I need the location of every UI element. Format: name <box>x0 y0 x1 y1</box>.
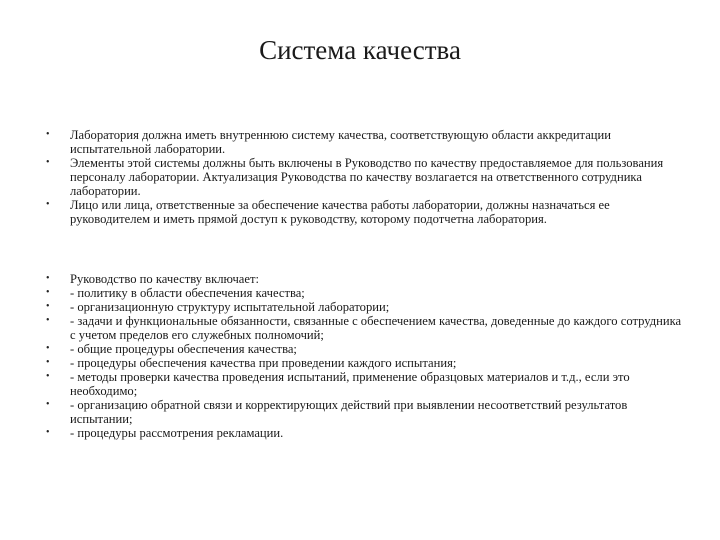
list-item <box>0 300 720 314</box>
list-item <box>0 272 720 286</box>
bullet-icon: • <box>46 427 50 438</box>
bullet-icon: • <box>46 273 50 284</box>
bullet-icon: • <box>46 371 50 382</box>
list-item <box>0 356 720 370</box>
list-item <box>0 342 720 356</box>
bullet-icon: • <box>46 399 50 410</box>
bullet-icon: • <box>46 301 50 312</box>
list-item-text: - политику в области обеспечения качества; <box>70 286 305 300</box>
bullet-icon: • <box>46 315 50 326</box>
list-item <box>0 314 720 342</box>
list-item-text: - методы проверки качества проведения испытаний, применение образцовых материалов и т.д., если это необходимо; <box>70 370 630 398</box>
list-item-text: Руководство по качеству включает: <box>70 272 259 286</box>
list-item-text: - процедуры обеспечения качества при проведении каждого испытания; <box>70 356 457 370</box>
list-item-text: - процедуры рассмотрения рекламации. <box>70 426 284 440</box>
slide-title: Система качества <box>259 35 461 65</box>
list-item-text: - задачи и функциональные обязанности, связанные с обеспечением качества, доведенные до каждого сотрудника с учетом пределов его служебных полномочий; <box>70 314 682 342</box>
list-item <box>0 370 720 398</box>
list-item-text: Лаборатория должна иметь внутреннюю систему качества, соответствующую области аккредитации испытательной лаборатории. <box>70 128 612 156</box>
list-item-text: - организацию обратной связи и корректирующих действий при выявлении несоответствий результатов испытании; <box>70 398 628 426</box>
list-item <box>0 398 720 426</box>
bullet-icon: • <box>46 357 50 368</box>
bullet-icon: • <box>46 287 50 298</box>
bullet-icon: • <box>46 343 50 354</box>
list-item-text: Элементы этой системы должны быть включены в Руководство по качеству предоставляемое для пользования персоналу лаборатории. Актуализация Руководства по качеству возлагается на ответственного сотрудника лаборатории. <box>70 156 664 198</box>
list-item <box>0 426 720 440</box>
bullet-list-manual-contents <box>0 272 720 440</box>
bullet-icon: • <box>46 157 50 168</box>
list-item <box>0 128 720 156</box>
list-item <box>0 198 720 226</box>
list-item <box>0 156 720 198</box>
bullet-list-requirements <box>0 128 720 226</box>
bullet-icon: • <box>46 199 50 210</box>
list-item <box>0 286 720 300</box>
list-item-text: - организационную структуру испытательной лаборатории; <box>70 300 390 314</box>
list-item-text: Лицо или лица, ответственные за обеспечение качества работы лаборатории, должны назначаться ее руководителем и иметь прямой доступ к руководству, которому подотчетна лаборатория. <box>70 198 610 226</box>
list-item-text: - общие процедуры обеспечения качества; <box>70 342 297 356</box>
bullet-icon: • <box>46 129 50 140</box>
